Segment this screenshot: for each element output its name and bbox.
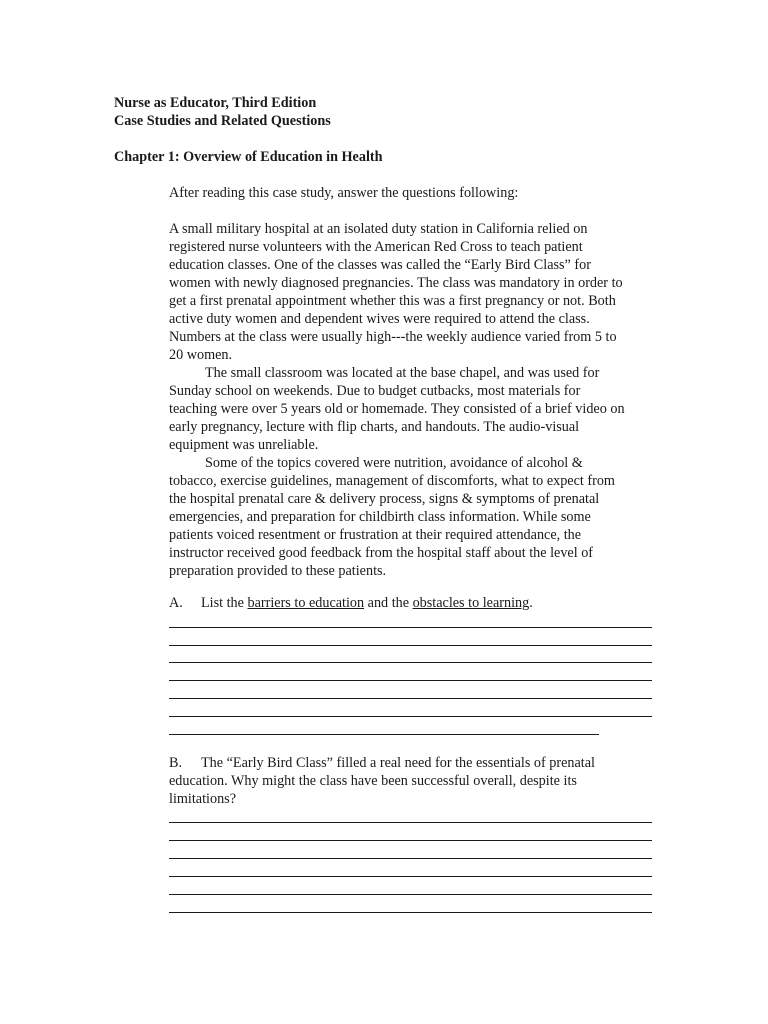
answer-line-b[interactable] <box>169 840 652 841</box>
answer-line-a[interactable] <box>169 627 652 628</box>
case-line: education classes. One of the classes was called the “Early Bird Class” for <box>169 257 591 273</box>
case-study <box>169 220 659 580</box>
case-line: get a first prenatal appointment whether this was a first pregnancy or not. Both <box>169 293 616 309</box>
question-b-line: The “Early Bird Class” filled a real need for the essentials of prenatal <box>201 755 595 771</box>
question-a-text-post: . <box>529 595 533 611</box>
case-line: early pregnancy, lecture with flip charts, and handouts. The audio-visual <box>169 419 580 435</box>
case-line: Some of the topics covered were nutrition, avoidance of alcohol & <box>205 455 583 471</box>
case-line: instructor received good feedback from the hospital staff about the level of <box>169 545 594 561</box>
case-line: tobacco, exercise guidelines, management of discomforts, what to expect from <box>169 473 615 489</box>
answer-line-a[interactable] <box>169 698 652 699</box>
intro-instruction <box>169 184 659 202</box>
question-a-text-mid: and the <box>364 595 413 611</box>
case-line: women with newly diagnosed pregnancies. The class was mandatory in order to <box>169 275 623 291</box>
question-b-line: education. Why might the class have been successful overall, despite its <box>169 773 577 789</box>
case-line: active duty women and dependent wives were required to attend the class. <box>169 311 590 327</box>
answer-line-a[interactable] <box>169 662 652 663</box>
question-b-label: B. <box>169 755 183 771</box>
barriers-to-education: barriers to education <box>247 595 365 611</box>
chapter-heading: Chapter 1: Overview of Education in Health <box>114 149 383 165</box>
case-line: the hospital prenatal care & delivery process, signs & symptoms of prenatal <box>169 491 600 507</box>
obstacles-to-learning: obstacles to learning <box>412 595 530 611</box>
answer-line-b[interactable] <box>169 876 652 877</box>
answer-line-b[interactable] <box>169 912 652 913</box>
answer-line-a[interactable] <box>169 734 599 735</box>
answer-line-b[interactable] <box>169 894 652 895</box>
case-line: registered nurse volunteers with the American Red Cross to teach patient <box>169 239 583 255</box>
answer-line-b[interactable] <box>169 822 652 823</box>
answer-line-a[interactable] <box>169 680 652 681</box>
question-a-text-pre: List the <box>201 595 248 611</box>
case-line: equipment was unreliable. <box>169 437 319 453</box>
question-b <box>169 754 659 808</box>
question-a-label: A. <box>169 595 183 611</box>
answer-line-b[interactable] <box>169 858 652 859</box>
document-subtitle: Case Studies and Related Questions <box>114 113 331 129</box>
case-line: Numbers at the class were usually high---the weekly audience varied from 5 to <box>169 329 617 345</box>
case-line: The small classroom was located at the base chapel, and was used for <box>205 365 600 381</box>
question-a <box>169 594 659 612</box>
case-line: emergencies, and preparation for childbirth class information. While some <box>169 509 591 525</box>
case-line: A small military hospital at an isolated duty station in California relied on <box>169 221 588 237</box>
case-line: preparation provided to these patients. <box>169 563 387 579</box>
book-title: Nurse as Educator, Third Edition <box>114 95 317 111</box>
case-line: 20 women. <box>169 347 233 363</box>
intro-text: After reading this case study, answer the questions following: <box>169 185 519 201</box>
answer-line-a[interactable] <box>169 716 652 717</box>
answer-line-a[interactable] <box>169 645 652 646</box>
case-line: patients voiced resentment or frustration at their required attendance, the <box>169 527 582 543</box>
case-line: teaching were over 5 years old or homemade. They consisted of a brief video on <box>169 401 625 417</box>
question-b-line: limitations? <box>169 791 236 807</box>
case-line: Sunday school on weekends. Due to budget cutbacks, most materials for <box>169 383 581 399</box>
